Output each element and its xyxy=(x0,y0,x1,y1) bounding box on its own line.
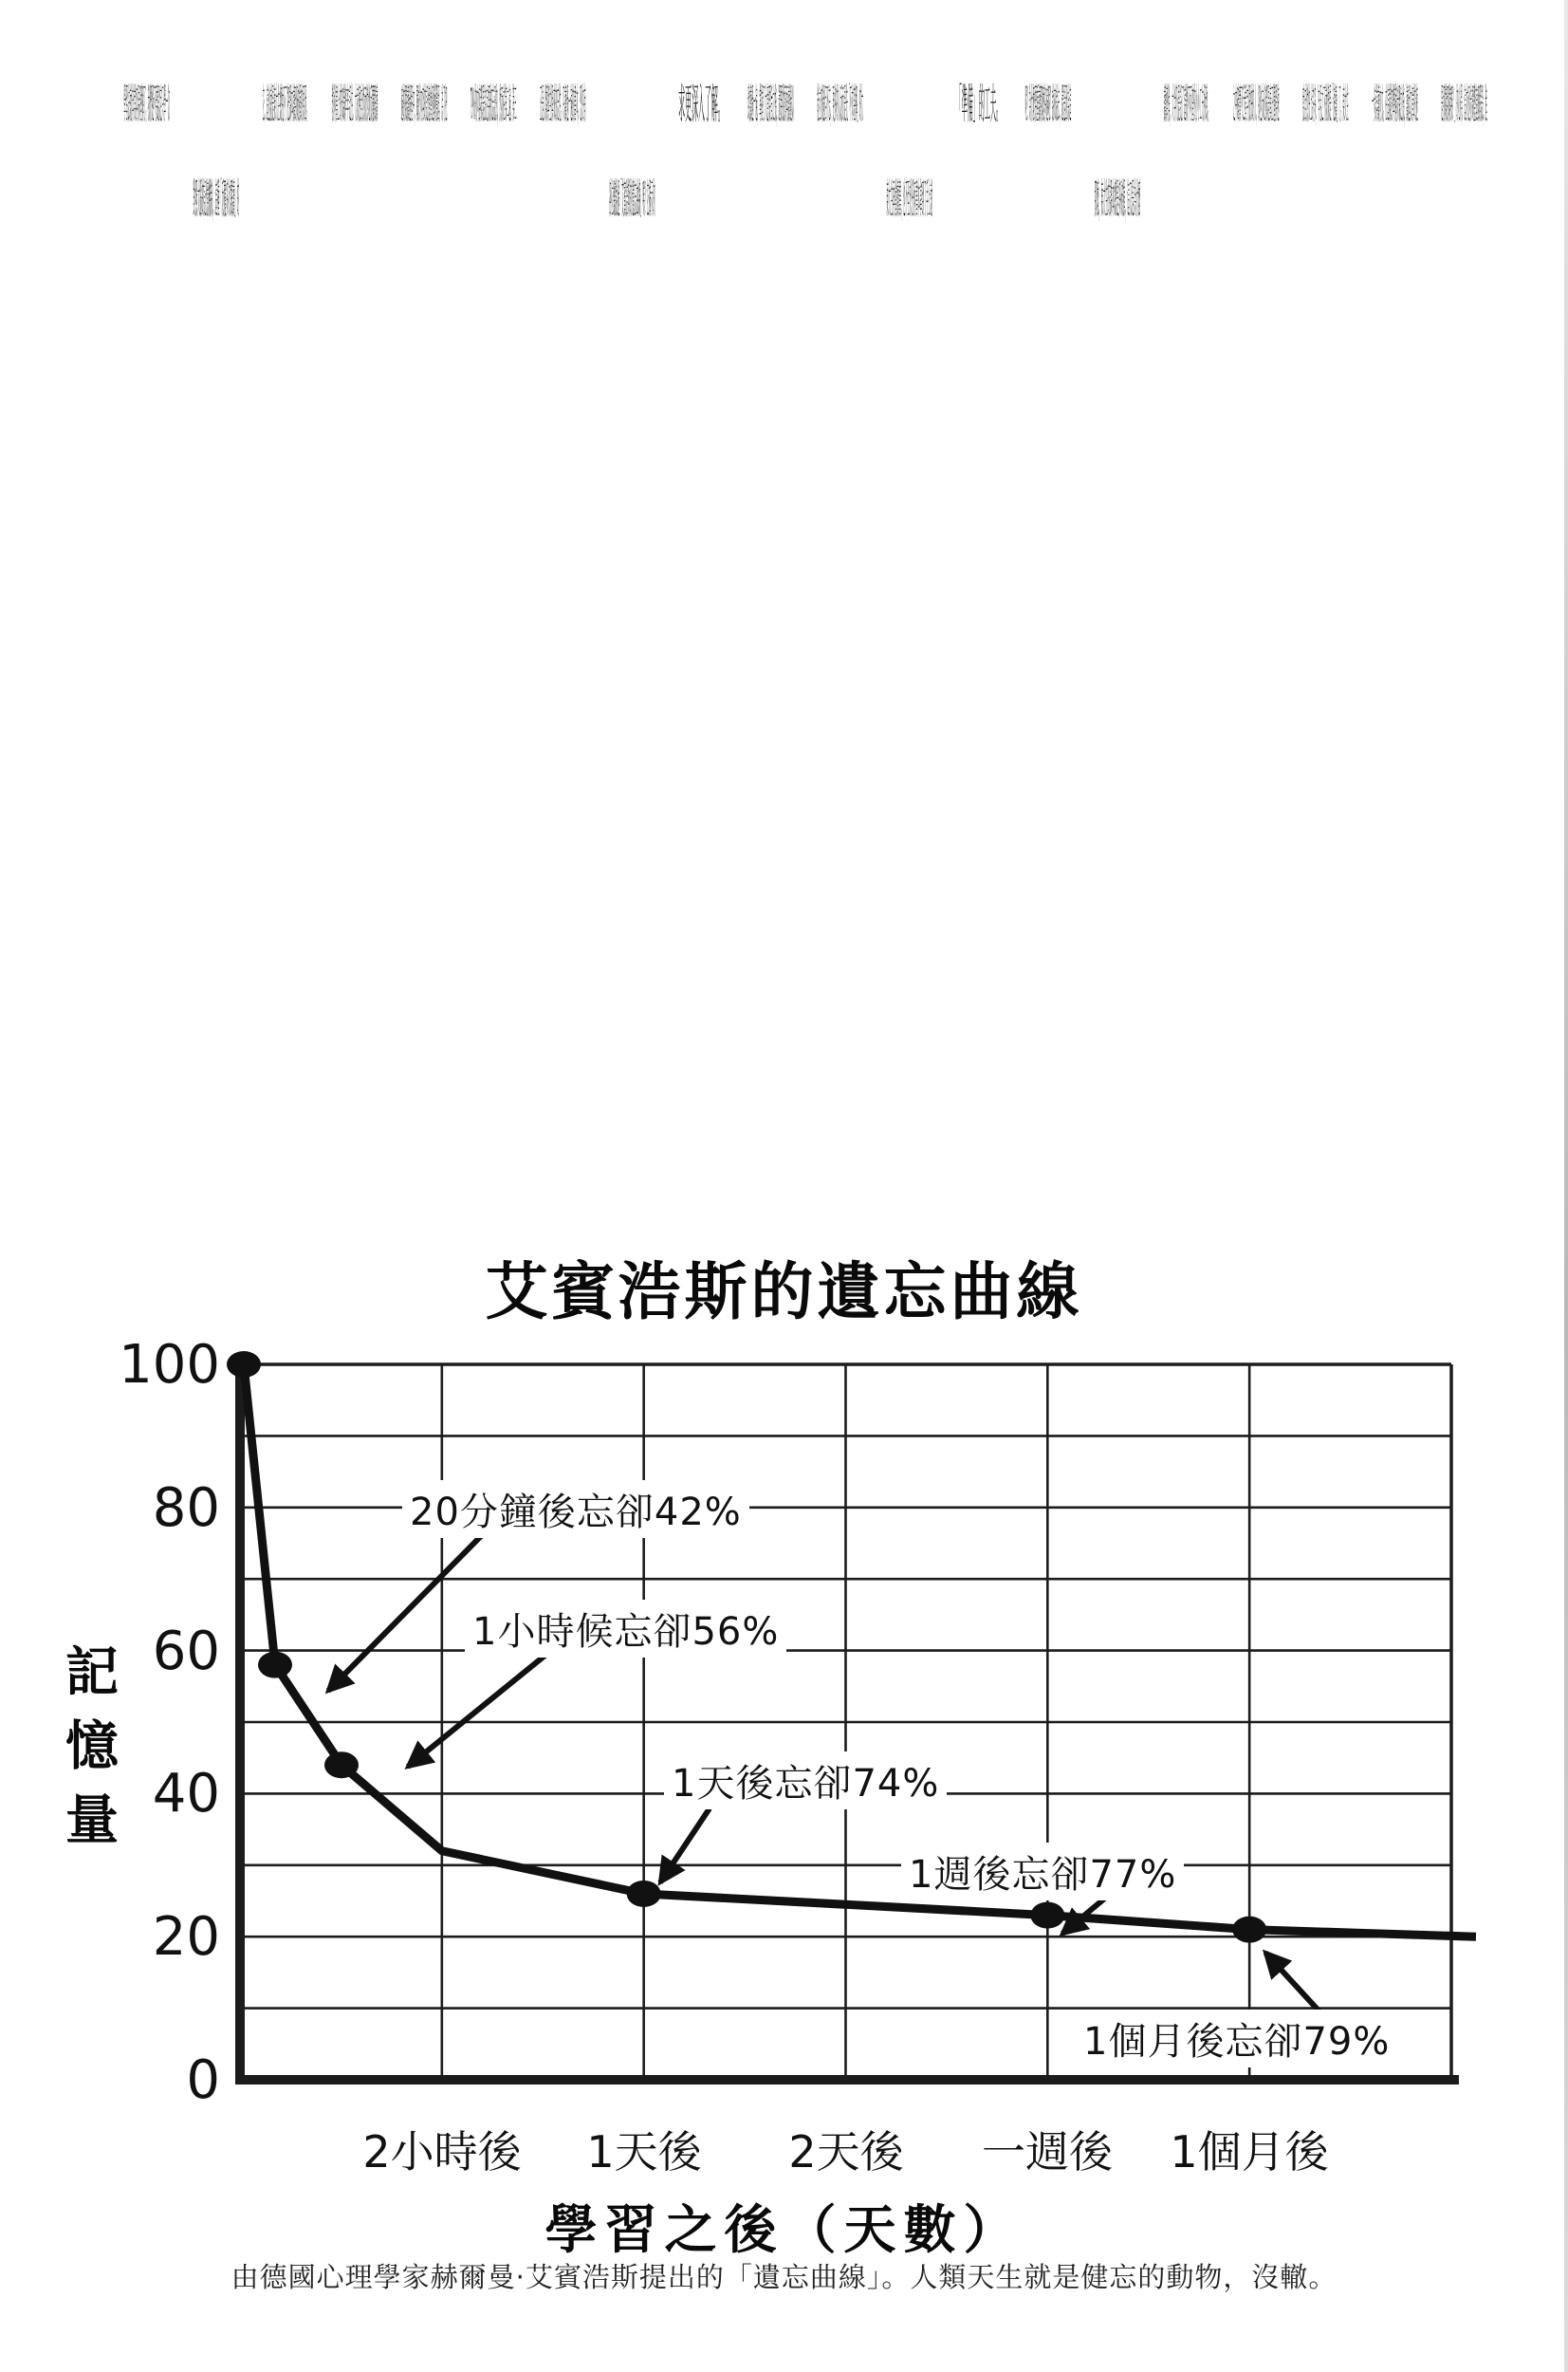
annotation-1hour: 1小時候忘卻56% xyxy=(465,1600,786,1658)
y-axis-label: 記憶量 xyxy=(57,1643,119,1865)
annotation-1week: 1週後忘卻77% xyxy=(901,1843,1184,1900)
annotation-1day: 1天後忘卻74% xyxy=(664,1751,947,1809)
article-column: 之中確實不乏看字很快的人，卻也未必都是真正懂得速 xyxy=(1233,83,1280,125)
data-point-1天後 xyxy=(627,1881,661,1907)
data-point-20分鐘後 xyxy=(258,1652,292,1678)
article-column: 遍的閱讀過程中，關於內容的記憶會逐漸穩固。為了把 xyxy=(400,83,448,125)
article-column: 教科書上的知識牢牢記住，大家便自然而然地反覆閱讀 xyxy=(331,83,378,125)
article-column: 能立刻過目不忘，更多的人反而是先「不求甚解」的大 xyxy=(817,83,863,125)
page-scan-edge xyxy=(1564,0,1568,2372)
y-tick-100: 100 xyxy=(119,1334,220,1396)
article-column: 呢？為什麼要重讀那麼多遍呢？說來說去，還是因為這 xyxy=(1024,83,1072,125)
chart-title: 艾賓浩斯的遺忘曲線 xyxy=(485,1255,1083,1328)
article-column: 度自然快上許多，乍見之下就像是「速讀」了。東大生 xyxy=(1302,83,1349,125)
x-tick-1day: 1天後 xyxy=(586,2126,702,2177)
article-column: 一步詳讀內文。在這樣的準備步驟之後，讀起文章的速 xyxy=(1372,83,1418,125)
y-tick-40: 40 xyxy=(152,1763,220,1825)
x-tick-1month: 1個月後 xyxy=(1170,2126,1329,2177)
article-column: 那麼，東大生的課本總是多破損，這又是為什麼 xyxy=(1094,178,1141,220)
data-point-1個月後 xyxy=(1232,1917,1266,1943)
arrow-1hour xyxy=(408,1653,548,1767)
article-column: 東大生再會讀書，也不至於任何書本拿到了手上就 xyxy=(886,178,932,220)
y-tick-0: 0 xyxy=(186,2049,220,2111)
chart-grid xyxy=(235,1362,1459,2084)
data-point-1小時後 xyxy=(324,1751,359,1778)
annotation-1month: 1個月後忘卻79% xyxy=(1076,2010,1397,2067)
arrow-1day xyxy=(660,1808,710,1882)
article-column: 79％的內容都是註定要被忘記的，然而在第二遍、第三 xyxy=(470,83,517,125)
data-point-學習時 xyxy=(227,1351,261,1378)
x-tick-2hours: 2小時後 xyxy=(362,2126,522,2177)
y-tick-20: 20 xyxy=(152,1906,220,1968)
annotation-20min: 20分鐘後忘卻42% xyxy=(402,1480,749,1538)
article-column: 它，這也就是東大生總免不了把課本讀到破損的原因。 xyxy=(262,83,309,125)
arrow-20min xyxy=(328,1531,486,1691)
article-column: 「準備」的工夫。 xyxy=(955,83,1003,125)
article-column: 求更深入了解。 xyxy=(678,83,725,125)
y-tick-60: 60 xyxy=(152,1621,220,1682)
forgetting-curve xyxy=(227,1351,1476,1943)
x-axis-title: 學習之後（天數） xyxy=(544,2199,1024,2260)
article-column: 讀濟俏，大半仍是託了這微不可查的小小工夫所致。 xyxy=(1163,83,1210,125)
x-tick-1week: 一週後 xyxy=(982,2126,1113,2177)
article-column: 對照大腦的記憶機制，這種「反覆多次閱讀」的 xyxy=(193,178,239,220)
y-tick-80: 80 xyxy=(152,1477,220,1539)
chart-caption: 由德國心理學家赫爾曼·艾賓浩斯提出的「遺忘曲線」。人類天生就是健忘的動物，沒轍。 xyxy=(231,2261,1337,2293)
article-column: 正是人類與生俱來的忘性。只讀過一遍的書本，恐怕有 xyxy=(540,83,586,125)
x-tick-2days: 2天後 xyxy=(788,2126,904,2177)
data-point-1週後 xyxy=(1030,1902,1064,1929)
article-column: 各位聽說過「艾賓浩斯的遺忘曲線」嗎？它揭示的 xyxy=(609,178,655,220)
article-column: 學習法就非常容易理解了。我們絕不要認定只學一次 xyxy=(123,83,170,125)
article-column: 致讀過一遍，掌握了大意要旨之後，還要從頭再讀過以 xyxy=(747,83,794,125)
article-column: 是那樣那樣嗎？」的心得，這才逐步調整這個假設，進 xyxy=(1441,83,1487,125)
